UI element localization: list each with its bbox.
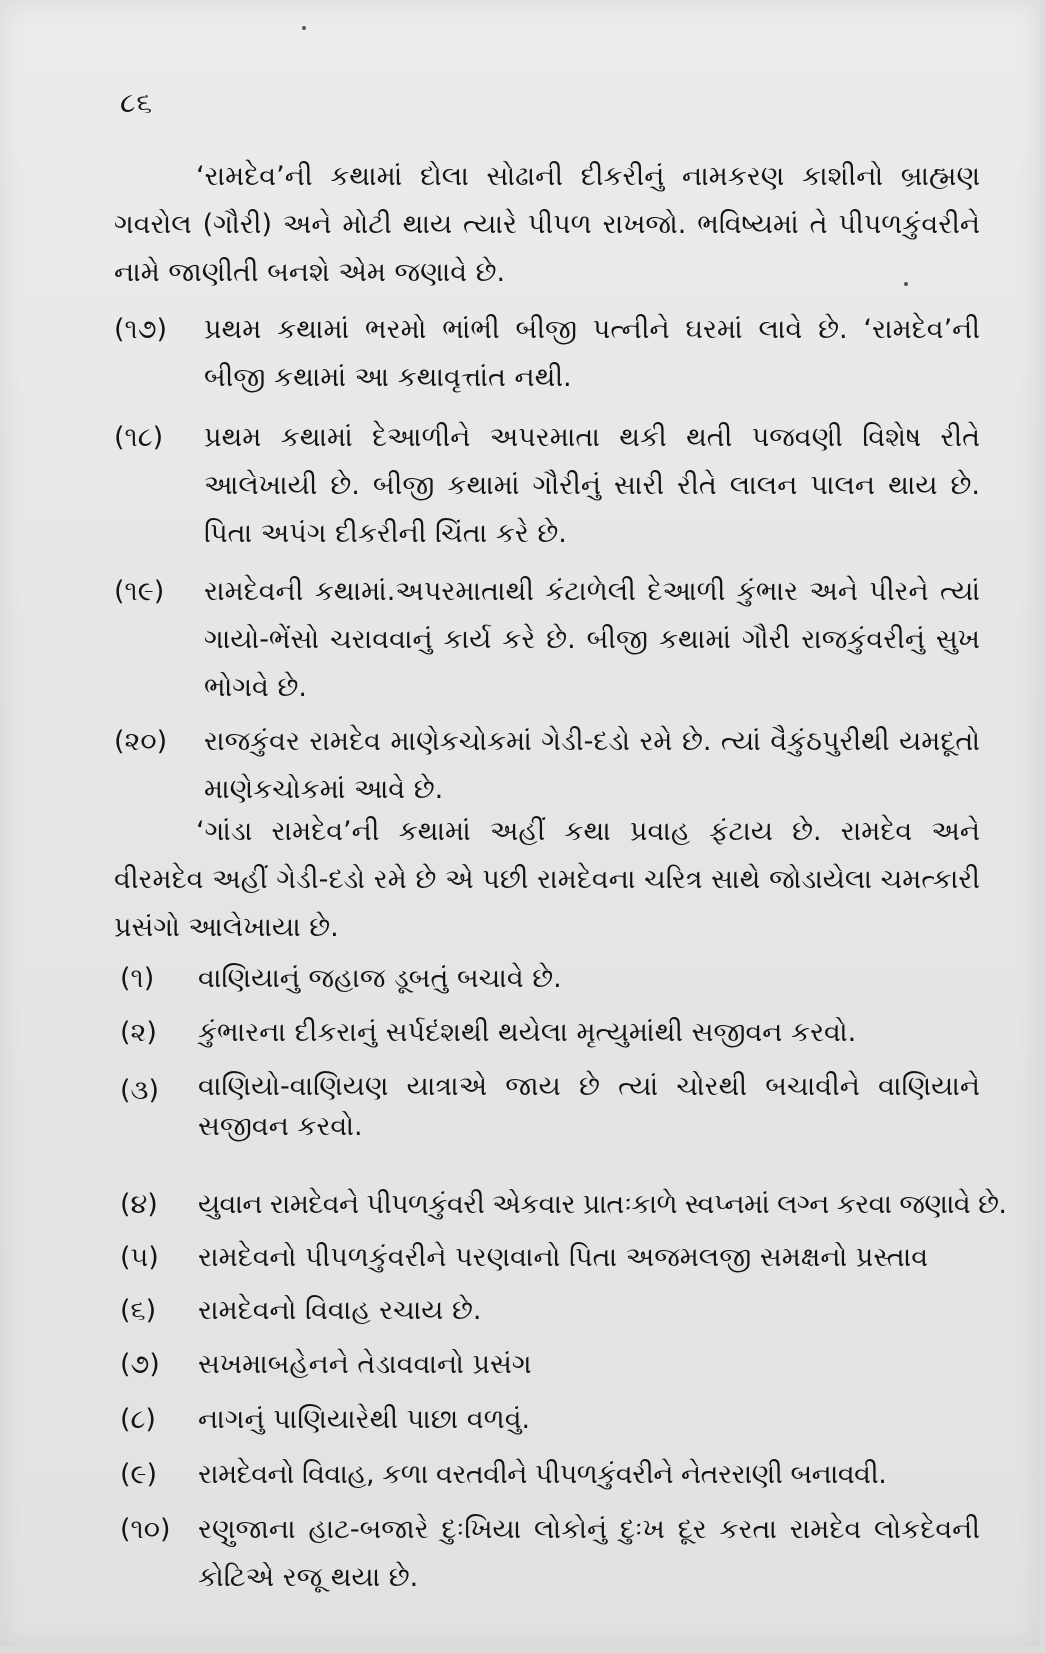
item-number: (૧૦) xyxy=(120,1514,171,1545)
item-text: નાગનું પાણિયારેથી પાછા વળવું. xyxy=(198,1404,531,1435)
item-text: રામદેવનો વિવાહ, કળા વરતવીને પીપળકુંવરીને નેતરરાણી બનાવવી. xyxy=(198,1459,887,1490)
paragraph: ‘ગાંડા રામદેવ’ની કથામાં અહીં કથા પ્રવાહ ફંટાય છે. રામદેવ અને વીરમદેવ અહીં ગેડી-દડો રમે છે એ પછી રામદેવના ચરિત્ર સાથે જોડાયેલા ચમત્કારી પ્રસંગો આલેખાયા છે. xyxy=(114,816,980,943)
event-item xyxy=(114,1396,980,1444)
item-text: વાણિયાનું જહાજ ડૂબતું બચાવે છે. xyxy=(198,963,562,994)
print-speck xyxy=(302,26,306,30)
item-number: (૬) xyxy=(120,1295,157,1326)
item-text: રામદેવનો વિવાહ રચાય છે. xyxy=(198,1295,482,1326)
item-number: (૮) xyxy=(120,1404,156,1435)
event-item xyxy=(114,1451,980,1499)
item-number: (૧) xyxy=(120,963,155,994)
item-number: (૯) xyxy=(120,1459,158,1490)
event-item xyxy=(114,1009,980,1057)
item-text: રામદેવની કથામાં.અપરમાતાથી કંટાળેલી દેઆળી કુંભાર અને પીરને ત્યાં ગાયો-ભેંસો ચરાવવાનું કાર્ય કરે છે. બીજી કથામાં ગૌરી રાજકુંવરીનું સુખ ભોગવે છે. xyxy=(204,576,980,703)
item-text: યુવાન રામદેવને પીપળકુંવરી એકવાર પ્રાતઃકાળે સ્વપ્નમાં લગ્ન કરવા જણાવે છે. xyxy=(198,1189,1007,1220)
event-item xyxy=(114,1341,980,1389)
item-text: કુંભારના દીકરાનું સર્પદંશથી થયેલા મૃત્યુમાંથી સજીવન કરવો. xyxy=(198,1017,857,1048)
event-item xyxy=(114,1067,980,1147)
item-number: (૨૦) xyxy=(114,726,168,757)
item-number: (૪) xyxy=(120,1189,158,1220)
item-text: રામદેવનો પીપળકુંવરીને પરણવાનો પિતા અજમલજી સમક્ષનો પ્રસ્તાવ xyxy=(198,1242,929,1273)
item-number: (૩) xyxy=(120,1075,160,1106)
item-number: (૧૮) xyxy=(114,422,164,453)
comparison-item xyxy=(114,718,980,814)
item-text: રાજકુંવર રામદેવ માણેકચોકમાં ગેડી-દડો રમે છે. ત્યાં વૈકુંઠપુરીથી યમદૂતો માણેકચોકમાં આવે છે. xyxy=(204,726,980,805)
page-number: ૮૬ xyxy=(120,86,154,119)
event-item xyxy=(114,1234,980,1282)
item-text: વાણિયો-વાણિયણ યાત્રાએ જાય છે ત્યાં ચોરથી બચાવીને વાણિયાને સજીવન કરવો. xyxy=(198,1071,980,1142)
item-number: (૧૯) xyxy=(114,576,165,607)
item-text: પ્રથમ કથામાં ભરમો ભાંભી બીજી પત્નીને ઘરમાં લાવે છે. ‘રામદેવ’ની બીજી કથામાં આ કથાવૃત્તાંત નથી. xyxy=(204,314,980,393)
comparison-item xyxy=(114,414,980,558)
comparison-item xyxy=(114,568,980,712)
item-number: (૭) xyxy=(120,1349,160,1380)
event-item xyxy=(114,1287,980,1335)
item-number: (૧૭) xyxy=(114,314,168,345)
event-item xyxy=(114,1181,1007,1229)
event-item xyxy=(114,955,980,1003)
item-text: સખમાબહેનને તેડાવવાનો પ્રસંગ xyxy=(198,1349,532,1380)
item-text: રણુજાના હાટ-બજારે દુઃખિયા લોકોનું દુઃખ દૂર કરતા રામદેવ લોકદેવની કોટિએ રજૂ થયા છે. xyxy=(198,1514,980,1593)
item-number: (૫) xyxy=(120,1242,159,1273)
event-item xyxy=(114,1506,980,1602)
item-number: (૨) xyxy=(120,1017,157,1048)
comparison-item xyxy=(114,306,980,402)
paragraph: ‘રામદેવ’ની કથામાં દોલા સોઢાની દીકરીનું નામકરણ કાશીનો બ્રાહ્મણ ગવરોલ (ગૌરી) અને મોટી થાય ત્યારે પીપળ રાખજો. ભવિષ્યમાં તે પીપળકુંવરીને નામે જાણીતી બનશે એમ જણાવે છે. xyxy=(114,161,980,288)
item-text: પ્રથમ કથામાં દેઆળીને અપરમાતા થકી થતી પજવણી વિશેષ રીતે આલેખાયી છે. બીજી કથામાં ગૌરીનું સારી રીતે લાલન પાલન થાય છે. પિતા અપંગ દીકરીની ચિંતા કરે છે. xyxy=(204,422,980,549)
